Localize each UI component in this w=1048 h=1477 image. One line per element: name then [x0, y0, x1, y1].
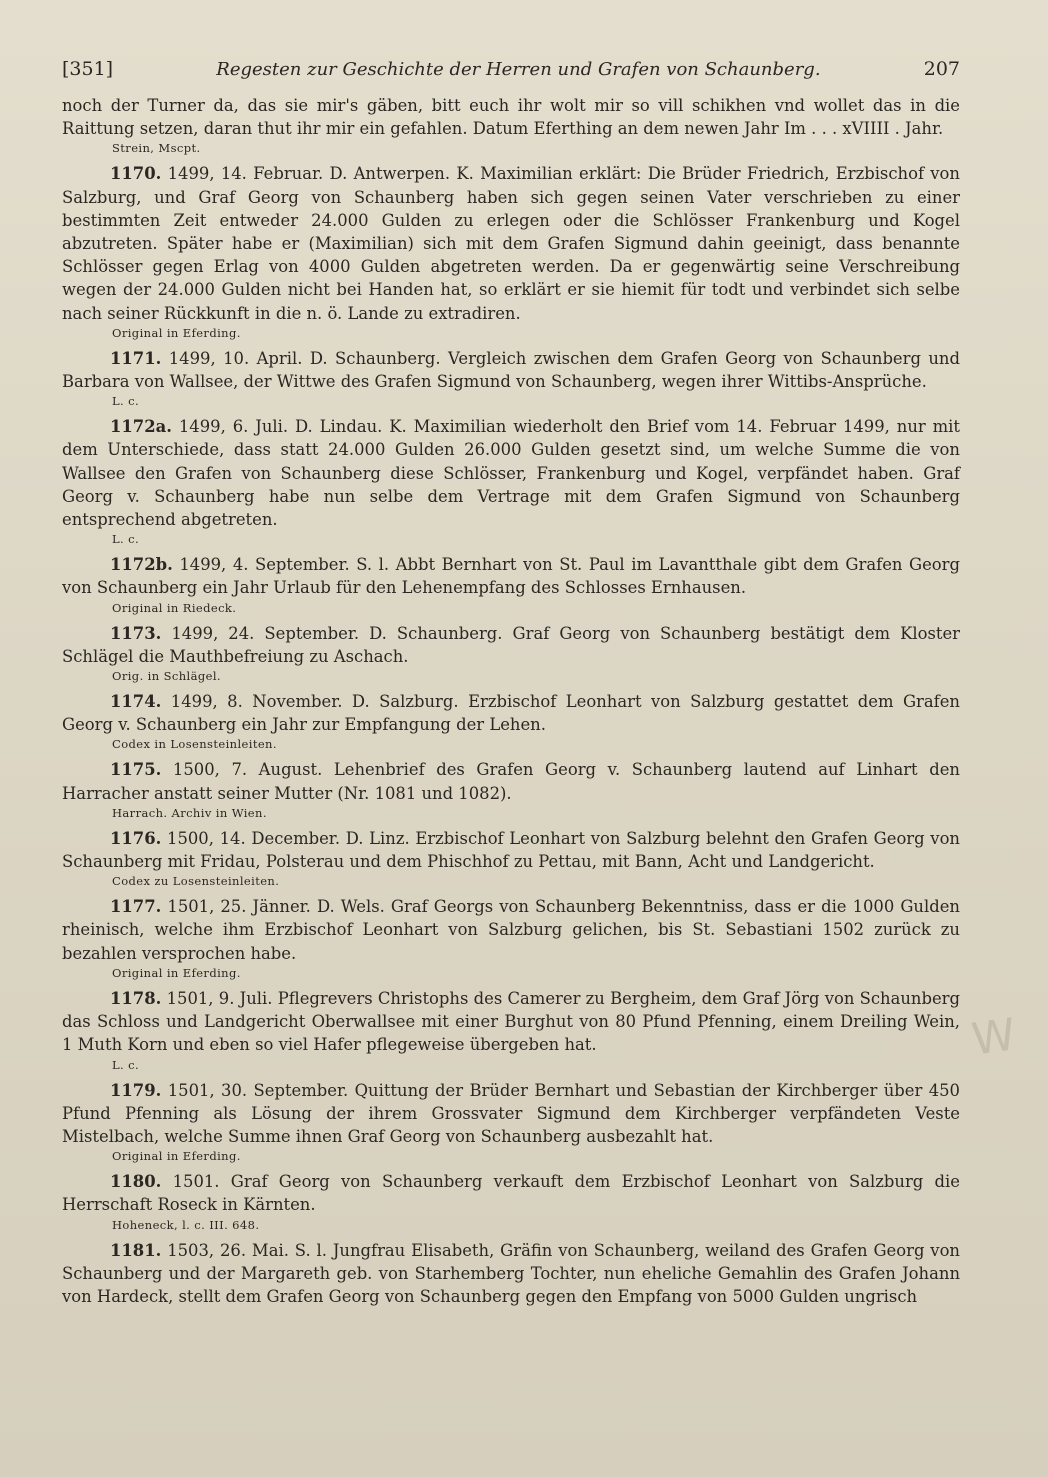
entry-text: 1499, 8. November. D. Salzburg. Erzbischof Leonhart von Salzburg gestattet dem Grafen Georg v. Schaunberg ein Jahr zur Empfangung der Lehen. [62, 692, 960, 735]
page-header [62, 58, 960, 80]
entry-paragraph [62, 987, 960, 1057]
entry-text: 1503, 26. Mai. S. l. Jungfrau Elisabeth, Gräfin von Schaunberg, weiland des Grafen Georg von Schaunberg und der Margareth geb. von Starhemberg Tochter, nun eheliche Gemahlin des Grafen Johann von Hardeck, stellt dem Grafen Georg von Schaunberg gegen den Empfang von 5000 Gulden ungrisch [62, 1240, 960, 1306]
entry-source: Harrach. Archiv in Wien. [112, 805, 267, 820]
entry-number: 1175. [110, 760, 162, 780]
entry-paragraph [62, 1239, 960, 1309]
entry-paragraph [62, 415, 960, 531]
entry-number: 1172a. [110, 417, 172, 437]
entry-text: 1501, 9. Juli. Pflegrevers Christophs des Camerer zu Bergheim, dem Graf Jörg von Schaunberg das Schloss und Landgericht Oberwallsee mit einer Burghut von 80 Pfund Pfenning, einem Dreiling Wein, 1 Muth Korn und eben so viel Hafer pflegeweise übergeben hat. [62, 988, 961, 1055]
header-page-ref: [351] [62, 58, 114, 80]
regest-entry [62, 1170, 960, 1232]
entry-number: 1172b. [110, 555, 173, 575]
entry-text: 1499, 6. Juli. D. Lindau. K. Maximilian wiederholt den Brief vom 14. Februar 1499, nur mit dem Unterschiede, dass statt 24.000 Gulden 26.000 Gulden gesetzt sind, um welche Summe die von Wallsee den Grafen von Schaunberg diese Schlösser, Frankenburg und Kogel, verpfändet haben. Graf Georg v. Schaunberg habe nun selbe dem Vertrage mit dem Grafen Sigmund von Schaunberg entsprechend abgetreten. [62, 417, 960, 530]
entry-text: 1499, 14. Februar. D. Antwerpen. K. Maximilian erklärt: Die Brüder Friedrich, Erzbischof von Salzburg, und Graf Georg von Schaunberg haben sich gegen seinen Vater verschrieben zu einer bestimmten Zeit entweder 24.000 Gulden zu erlegen oder die Schlösser Frankenburg und Kogel abzutreten. Später habe er (Maximilian) sich mit dem Grafen Sigmund dahin geeinigt, dass benannte Schlösser gegen Erlag von 4000 Gulden abgetreten werden. Da er gegenwärtig seine Verschreibung wegen der 24.000 Gulden nicht bei Handen hat, so erklärt er sie hiemit für todt und verbindet sich selbe nach seiner Rückkunft in die n. ö. Lande zu extradiren. [62, 164, 960, 323]
entry-number: 1177. [110, 897, 162, 917]
regest-entry [62, 690, 960, 752]
regest-entry [62, 162, 960, 340]
entry-text: 1501. Graf Georg von Schaunberg verkauft dem Erzbischof Leonhart von Salzburg die Herrschaft Roseck in Kärnten. [62, 1172, 960, 1215]
entry-text: 1501, 30. September. Quittung der Brüder Bernhart und Sebastian der Kirchberger über 450 Pfund Pfenning als Lösung der ihrem Grossvater Sigmund dem Kirchberger verpfändeten Veste Mistelbach, welche Summe ihnen Graf Georg von Schaunberg ausbezahlt hat. [62, 1080, 960, 1146]
entry-number: 1170. [110, 164, 162, 184]
regest-entry [62, 1239, 960, 1309]
entry-paragraph [62, 690, 960, 736]
entry-text: 1499, 4. September. S. l. Abbt Bernhart von St. Paul im Lavantthale gibt dem Grafen Georg von Schaunberg ein Jahr Urlaub für den Lehenempfang des Schlosses Ernhausen. [62, 555, 960, 598]
entry-number: 1176. [110, 828, 162, 848]
entry-source: L. c. [112, 1057, 140, 1072]
entry-source: Codex zu Losensteinleiten. [112, 874, 280, 889]
regest-entry [62, 347, 960, 409]
regest-entry [62, 895, 960, 981]
entry-paragraph [62, 622, 960, 668]
entry-source: L. c. [112, 394, 140, 409]
entry-text: 1499, 24. September. D. Schaunberg. Graf Georg von Schaunberg bestätigt dem Kloster Schlägel die Mauthbefreiung zu Aschach. [62, 623, 960, 666]
entry-number: 1181. [110, 1240, 162, 1260]
regest-entry [62, 1079, 960, 1165]
pencil-mark-icon: W [968, 1009, 1019, 1066]
regest-entry [62, 987, 960, 1073]
entry-source: Codex in Losensteinleiten. [112, 737, 277, 752]
regest-entry [62, 827, 960, 889]
entry-number: 1180. [110, 1172, 162, 1192]
entry-text: 1499, 10. April. D. Schaunberg. Vergleich zwischen dem Grafen Georg von Schaunberg und Barbara von Wallsee, der Wittwe des Grafen Sigmund von Schaunberg, wegen ihrer Wittibs-Ansprüche. [62, 348, 960, 392]
entry-source: Original in Eferding. [112, 965, 241, 980]
page-number: 207 [923, 58, 960, 80]
regest-entry [62, 553, 960, 615]
entry-number: 1173. [110, 623, 162, 643]
entry-list [62, 162, 960, 1308]
entry-source: Original in Eferding. [112, 1149, 241, 1164]
entry-number: 1171. [110, 348, 162, 368]
entry-paragraph [62, 827, 960, 873]
entry-source: L. c. [112, 532, 140, 547]
entry-source: Original in Riedeck. [112, 600, 237, 615]
entry-paragraph [62, 162, 960, 324]
regest-entry [62, 622, 960, 684]
entry-paragraph [62, 553, 960, 599]
intro-text: noch der Turner da, das sie mir's gäben, bitt euch ihr wolt mir so vill schikhen vnd wollet das in die Raittung setzen, daran thut ihr mir ein gefahlen. Datum Eferthing an dem newen Jahr Im . . . xVIIII . Jahr. [62, 96, 960, 139]
entry-source: Orig. in Schlägel. [112, 669, 221, 684]
entry-source: Original in Eferding. [112, 325, 241, 340]
running-title: Regesten zur Geschichte der Herren und Grafen von Schaunberg. [216, 59, 821, 80]
entry-number: 1179. [110, 1080, 162, 1100]
regest-entry [62, 758, 960, 820]
entry-paragraph [62, 1170, 960, 1216]
intro-source: Strein, Mscpt. [112, 141, 201, 156]
entry-paragraph [62, 1079, 960, 1149]
entry-number: 1174. [110, 692, 162, 712]
regest-entry [62, 415, 960, 547]
entry-text: 1500, 14. December. D. Linz. Erzbischof Leonhart von Salzburg belehnt den Grafen Georg von Schaunberg mit Fridau, Polsterau und dem Phischhof zu Pettau, mit Bann, Acht und Landgericht. [62, 828, 960, 872]
intro-paragraph [62, 94, 960, 156]
entry-text: 1500, 7. August. Lehenbrief des Grafen Georg v. Schaunberg lautend auf Linhart den Harracher anstatt seiner Mutter (Nr. 1081 und 1082). [62, 760, 960, 803]
entry-paragraph [62, 347, 960, 393]
entry-paragraph [62, 895, 960, 965]
entry-number: 1178. [110, 988, 162, 1008]
entry-paragraph [62, 758, 960, 804]
entry-text: 1501, 25. Jänner. D. Wels. Graf Georgs von Schaunberg Bekenntniss, dass er die 1000 Gulden rheinisch, welche ihm Erzbischof Leonhart von Salzburg gelichen, bis St. Sebastiani 1502 zurück zu bezahlen versprochen habe. [62, 897, 960, 963]
entry-source: Hoheneck, l. c. III. 648. [112, 1217, 260, 1232]
